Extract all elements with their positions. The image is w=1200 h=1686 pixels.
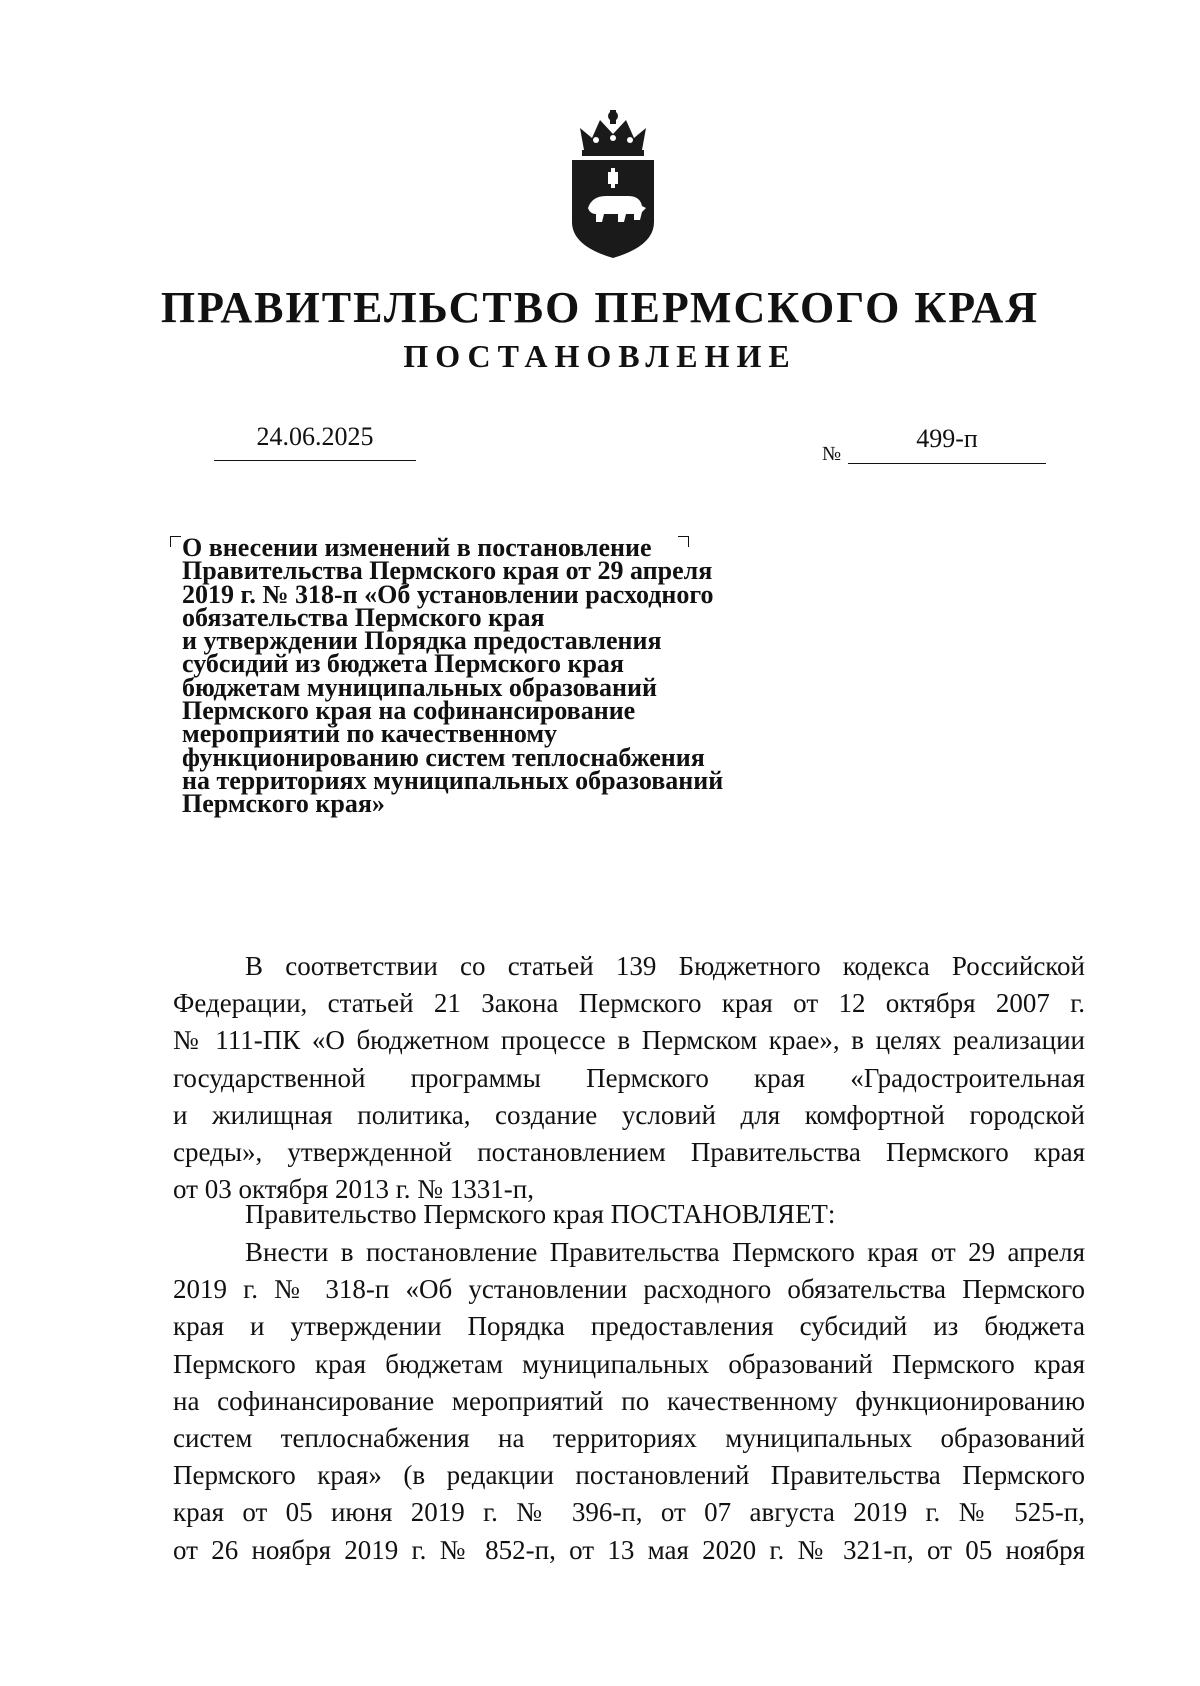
text-line: систем теплоснабжения на территориях муниципальных образований xyxy=(173,1423,1085,1454)
text-line: Пермского края бюджетам муниципальных образований Пермского края xyxy=(173,1348,1085,1379)
text-line: В соответствии со статьей 139 Бюджетного кодекса Российской xyxy=(245,951,1085,981)
date-underline xyxy=(214,460,416,461)
document-date: 24.06.2025 xyxy=(256,422,374,451)
amendment-paragraph xyxy=(173,1234,1085,1569)
document-number: 499-п xyxy=(916,424,978,453)
text-line: края и утверждении Порядка предоставления субсидий из бюджета xyxy=(173,1311,1085,1342)
text-line: и жилищная политика, создание условий для комфортной городской xyxy=(173,1099,1085,1130)
text-line: от 26 ноября 2019 г. № 852-п, от 13 мая 2020 г. № 321-п, от 05 ноября xyxy=(173,1534,1085,1565)
organization-title: ПРАВИТЕЛЬСТВО ПЕРМСКОГО КРАЯ xyxy=(160,283,1040,332)
document-type: ПОСТАНОВЛЕНИЕ xyxy=(403,338,797,374)
text-line: среды», утвержденной постановлением Правительства Пермского края xyxy=(173,1137,1085,1168)
subject-corner-left xyxy=(170,536,181,547)
subject-line: Пермского края на софинансирование xyxy=(182,696,636,726)
text-line: государственной программы Пермского края «Градостроительная xyxy=(173,1062,1085,1093)
subject-line: 2019 г. № 318-п «Об установлении расходного xyxy=(182,579,714,609)
text-line: № 111-ПК «О бюджетном процессе в Пермском крае», в целях реализации xyxy=(173,1025,1085,1056)
number-underline xyxy=(848,463,1046,464)
text-line: края от 05 июня 2019 г. № 396-п, от 07 августа 2019 г. № 525-п, xyxy=(173,1497,1085,1528)
text-line: от 03 октября 2013 г. № 1331-п, xyxy=(173,1174,534,1205)
text-line: Пермского края» (в редакции постановлений Правительства Пермского xyxy=(173,1460,1085,1491)
subject-line: мероприятий по качественному xyxy=(182,719,558,749)
text-line: Правительство Пермского края ПОСТАНОВЛЯЕТ: xyxy=(245,1199,836,1229)
subject-line: функционированию систем теплоснабжения xyxy=(182,742,705,772)
number-sign: № xyxy=(822,443,842,465)
subject-line: и утверждении Порядка предоставления xyxy=(182,626,662,656)
subject-line: О внесении изменений в постановление xyxy=(182,533,652,562)
subject-line: Правительства Пермского края от 29 апреля xyxy=(182,556,713,586)
subject-line: обязательства Пермского края xyxy=(182,602,545,632)
resolution-paragraph xyxy=(173,1196,1085,1233)
text-line: 2019 г. № 318-п «Об установлении расходного обязательства Пермского xyxy=(173,1274,1085,1305)
text-line: на софинансирование мероприятий по качественному функционированию xyxy=(173,1385,1085,1416)
preamble-paragraph xyxy=(173,948,1085,1208)
subject-line: Пермского края» xyxy=(182,789,385,819)
subject-line: на территориях муниципальных образований xyxy=(182,765,724,795)
document-subject xyxy=(182,533,802,819)
coat-of-arms-emblem xyxy=(566,110,660,260)
subject-line: бюджетам муниципальных образований xyxy=(182,672,657,702)
text-line: Федерации, статьей 21 Закона Пермского края от 12 октября 2007 г. xyxy=(173,988,1085,1019)
subject-line: субсидий из бюджета Пермского края xyxy=(182,649,624,679)
text-line: Внести в постановление Правительства Пермского края от 29 апреля xyxy=(245,1237,1085,1267)
